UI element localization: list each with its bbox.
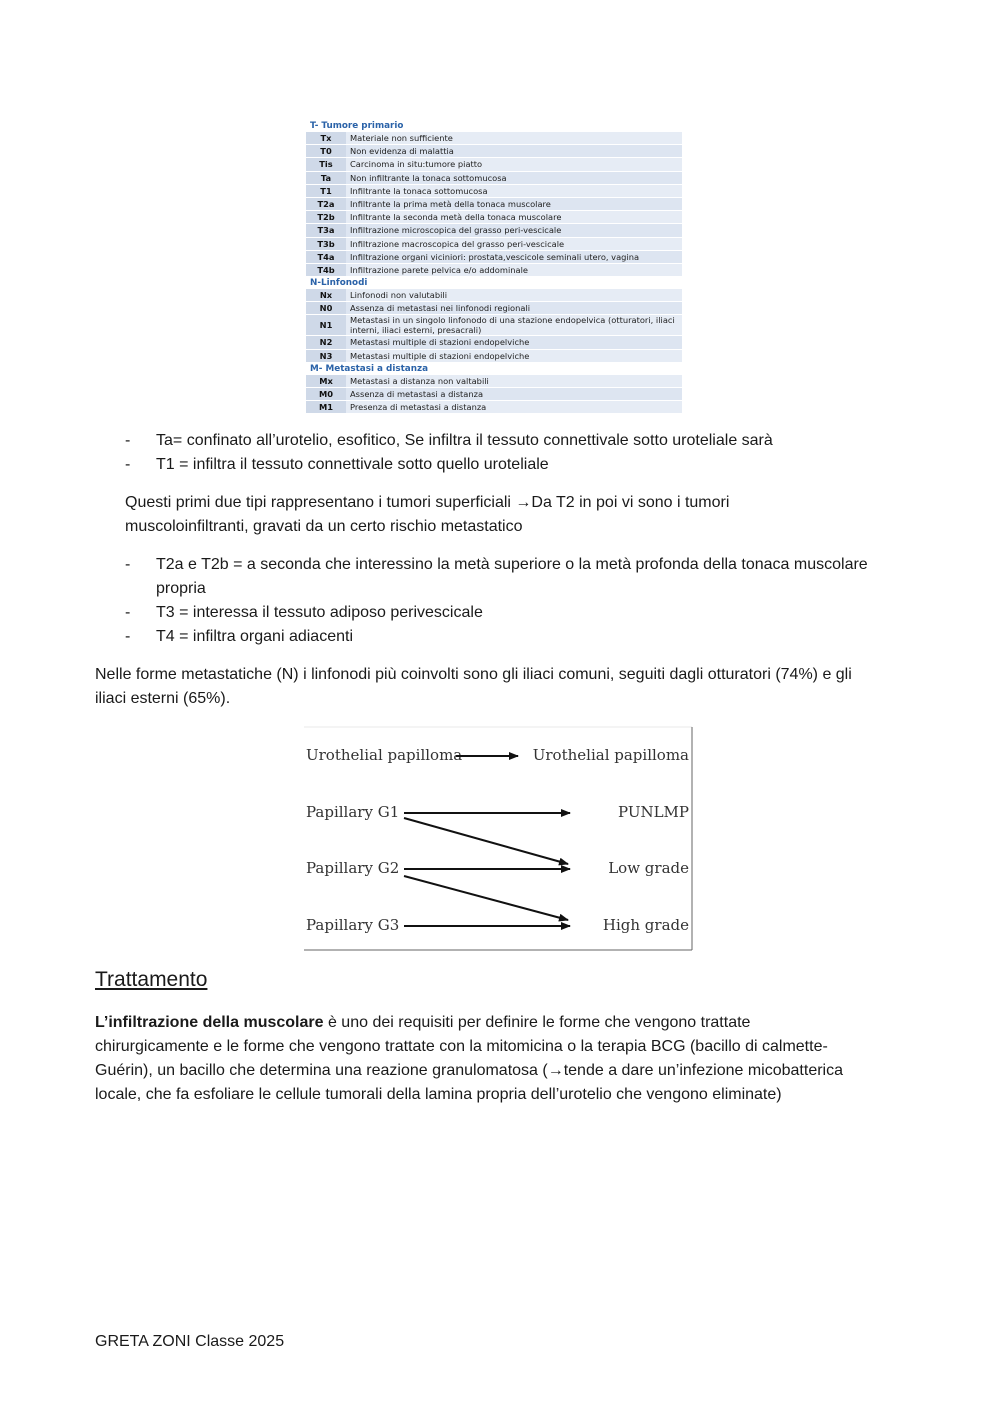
stage-description: Metastasi a distanza non valtabili bbox=[346, 375, 682, 387]
diagram-left-label: Papillary G2 bbox=[306, 859, 400, 877]
table-row bbox=[306, 388, 682, 401]
list-item bbox=[125, 601, 925, 625]
stage-code: N3 bbox=[306, 350, 346, 362]
table-row bbox=[306, 264, 682, 277]
diagram-left-label: Urothelial papilloma bbox=[306, 746, 463, 764]
arrow-g1-lowgrade bbox=[404, 818, 568, 864]
stage-description: Materiale non sufficiente bbox=[346, 132, 682, 144]
bullet-text: T2a e T2b = a seconda che interessino la metà superiore o la metà profonda della tonaca muscolare bbox=[156, 556, 868, 573]
table-section-rows bbox=[306, 375, 682, 415]
table-section-title: N-Linfonodi bbox=[310, 278, 368, 289]
bullet-dash: - bbox=[125, 628, 131, 645]
bullet-text-continued: propria bbox=[156, 580, 206, 597]
paragraph-line bbox=[95, 1011, 750, 1035]
stage-description: Presenza di metastasi a distanza bbox=[346, 401, 682, 413]
stage-description: Infiltrante la tonaca sottomucosa bbox=[346, 185, 682, 197]
diagram-right-label: Low grade bbox=[608, 859, 689, 877]
stage-description: Infiltrazione macroscopica del grasso peri-vescicale bbox=[346, 238, 682, 250]
stage-code: Tx bbox=[306, 132, 346, 144]
bullet-text: T4 = infiltra organi adiacenti bbox=[156, 628, 353, 645]
stage-code: T0 bbox=[306, 145, 346, 157]
paragraph-line: muscoloinfiltranti, gravati da un certo rischio metastatico bbox=[125, 518, 523, 535]
stage-code: N1 bbox=[306, 315, 346, 335]
stage-code: T3a bbox=[306, 224, 346, 236]
stage-code: N2 bbox=[306, 336, 346, 348]
stage-description: Linfonodi non valutabili bbox=[346, 289, 682, 301]
stage-code: Tis bbox=[306, 158, 346, 170]
stage-description: Metastasi multiple di stazioni endopelviche bbox=[346, 336, 682, 348]
stage-code: Ta bbox=[306, 172, 346, 184]
paragraph-line: Questi primi due tipi rappresentano i tumori superficiali →Da T2 in poi vi sono i tumori bbox=[125, 494, 730, 511]
stage-description: Non evidenza di malattia bbox=[346, 145, 682, 157]
stage-description: Non infiltrante la tonaca sottomucosa bbox=[346, 172, 682, 184]
paragraph-line: chirurgicamente e le forme che vengono trattate con la mitomicina o la terapia BCG (bacillo di calmette- bbox=[95, 1038, 828, 1055]
stage-code: T2b bbox=[306, 211, 346, 223]
diagram-left-label: Papillary G1 bbox=[306, 803, 400, 821]
bold-lead: L’infiltrazione della muscolare bbox=[95, 1014, 324, 1031]
table-row bbox=[306, 302, 682, 315]
table-section-title: T- Tumore primario bbox=[310, 121, 404, 131]
table-row bbox=[306, 224, 682, 237]
table-row bbox=[306, 158, 682, 171]
bullet-dash: - bbox=[125, 456, 131, 473]
table-row bbox=[306, 145, 682, 158]
stage-code: T3b bbox=[306, 238, 346, 250]
stage-code: Nx bbox=[306, 289, 346, 301]
table-row bbox=[306, 132, 682, 145]
stage-code: N0 bbox=[306, 302, 346, 314]
tnm-staging-table bbox=[306, 120, 682, 414]
diagram-left-label: Papillary G3 bbox=[306, 916, 400, 934]
table-row bbox=[306, 238, 682, 251]
stage-description: Metastasi multiple di stazioni endopelviche bbox=[346, 350, 682, 362]
grading-diagram bbox=[304, 726, 694, 952]
table-row bbox=[306, 198, 682, 211]
stage-description: Metastasi in un singolo linfonodo di una stazione endopelvica (otturatori, iliaci interni, iliaci esterni, presacrali) bbox=[346, 315, 682, 335]
table-row bbox=[306, 401, 682, 414]
section-heading: Trattamento bbox=[95, 968, 208, 991]
page-footer: GRETA ZONI Classe 2025 bbox=[95, 1333, 285, 1350]
stage-description: Infiltrazione parete pelvica e/o addominale bbox=[346, 264, 682, 276]
bullet-text: Ta= confinato all’urotelio, esofitico, Se infiltra il tessuto connettivale sotto uroteliale sarà bbox=[156, 432, 773, 449]
stage-description: Carcinoma in situ:tumore piatto bbox=[346, 158, 682, 170]
paragraph-text: è uno dei requisiti per definire le forme che vengono trattate bbox=[323, 1014, 751, 1031]
stage-description: Assenza di metastasi a distanza bbox=[346, 388, 682, 400]
bullet-text: T3 = interessa il tessuto adiposo perivescicale bbox=[156, 604, 483, 621]
stage-code: M0 bbox=[306, 388, 346, 400]
stage-code: M1 bbox=[306, 401, 346, 413]
table-row bbox=[306, 185, 682, 198]
stage-code: T4b bbox=[306, 264, 346, 276]
table-row bbox=[306, 315, 682, 336]
list-item bbox=[125, 453, 925, 477]
table-row bbox=[306, 172, 682, 185]
bullet-dash: - bbox=[125, 432, 131, 449]
diagram-right-label: Urothelial papilloma bbox=[532, 746, 689, 764]
paragraph-line: Guérin), un bacillo che determina una reazione granulomatosa (→tende a dare un’infezione micobatterica bbox=[95, 1062, 843, 1079]
stage-code: Mx bbox=[306, 375, 346, 387]
diagram-right-label: High grade bbox=[602, 916, 689, 934]
diagram-right-label: PUNLMP bbox=[617, 803, 689, 821]
stage-description: Assenza di metastasi nei linfonodi regionali bbox=[346, 302, 682, 314]
stage-code: T2a bbox=[306, 198, 346, 210]
bullet-text: T1 = infiltra il tessuto connettivale sotto quello uroteliale bbox=[156, 456, 549, 473]
table-row bbox=[306, 211, 682, 224]
list-item bbox=[125, 429, 925, 453]
stage-description: Infiltrazione organi viciniori: prostata,vescicole seminali utero, vagina bbox=[346, 251, 682, 263]
arrow-g2-highgrade bbox=[404, 876, 568, 920]
table-row bbox=[306, 251, 682, 264]
list-item bbox=[125, 625, 925, 649]
paragraph-line: Nelle forme metastatiche (N) i linfonodi più coinvolti sono gli iliaci comuni, seguiti dagli otturatori (74%) e gli bbox=[95, 666, 852, 683]
table-row bbox=[306, 375, 682, 388]
stage-description: Infiltrante la seconda metà della tonaca muscolare bbox=[346, 211, 682, 223]
stage-description: Infiltrazione microscopica del grasso peri-vescicale bbox=[346, 224, 682, 236]
list-item bbox=[125, 553, 925, 601]
stage-description: Infiltrante la prima metà della tonaca muscolare bbox=[346, 198, 682, 210]
bullet-dash: - bbox=[125, 604, 131, 621]
paragraph-line: iliaci esterni (65%). bbox=[95, 690, 231, 707]
table-section-rows bbox=[306, 289, 682, 363]
table-section-rows bbox=[306, 132, 682, 277]
paragraph-line: locale, che fa esfoliare le cellule tumorali della lamina propria dell’urotelio che vengono eliminate) bbox=[95, 1086, 782, 1103]
table-section-title: M- Metastasi a distanza bbox=[310, 363, 429, 374]
bullet-dash: - bbox=[125, 556, 131, 573]
table-row bbox=[306, 350, 682, 363]
table-row bbox=[306, 289, 682, 302]
stage-code: T4a bbox=[306, 251, 346, 263]
stage-code: T1 bbox=[306, 185, 346, 197]
table-row bbox=[306, 336, 682, 349]
